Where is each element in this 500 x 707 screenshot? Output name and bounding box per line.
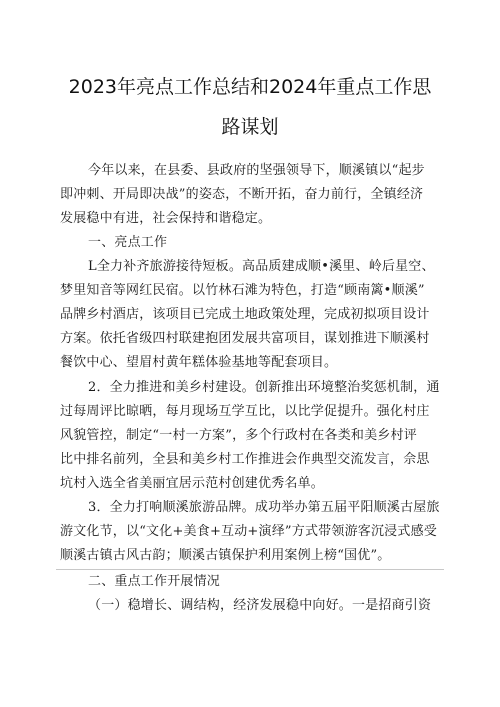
text-line: 过每周评比晾晒，每月现场互学互比，以比学促提升。强化村庄 — [60, 404, 430, 419]
document-title-line-1: 2023年亮点工作总结和2024年重点工作思 — [68, 76, 432, 98]
text-line: 方案。依托省级四村联建抱团发展共富项目，谋划推进下顺溪村 — [60, 331, 430, 346]
text-line: L全力补齐旅游接待短板。高品质建成顺•溪里、岭后星空、 — [88, 259, 435, 274]
section-heading-text: 一、亮点工作 — [88, 235, 168, 250]
text-line: 风貌管控，制定“一村一方案”，多个行政村在各类和美乡村评 — [60, 428, 417, 443]
document-title-line-2: 路谋划 — [221, 116, 279, 138]
text-line: 今年以来，在县委、县政府的坚强领导下，顺溪镇以“起步 — [88, 163, 425, 178]
text-line: 顺溪古镇古风古韵；顺溪古镇保护利用案例上榜“国优”。 — [60, 548, 391, 563]
text-line: 品牌乡村酒店，该项目已完成土地政策处理，完成初拟项目设计 — [60, 307, 430, 322]
text-line: 3．全力打响顺溪旅游品牌。成功举办第五届平阳顺溪古屋旅 — [88, 500, 440, 515]
divider — [56, 569, 444, 570]
section-heading-text: 二、重点工作开展情况 — [88, 574, 221, 589]
text-line: 比中排名前列，全县和美乡村工作推进会作典型交流发言，佘思 — [60, 452, 430, 467]
text-line: （一）稳增长、调结构，经济发展稳中向好。一是招商引资 — [88, 598, 432, 613]
text-line: 即冲刺、开局即决战”的姿态，不断开拓，奋力前行，全镇经济 — [60, 187, 424, 202]
text-line: 发展稳中有进，社会保持和谐稳定。 — [60, 211, 272, 226]
text-line: 梦里知音等网红民宿。以竹林石滩为特色，打造“顾南篱•顺溪” — [60, 283, 425, 298]
text-line: 游文化节，以“文化+美食+互动+演绎”方式带领游客沉浸式感受 — [60, 524, 437, 539]
text-line: 坑村入选全省美丽宜居示范村创建优秀名单。 — [60, 476, 325, 491]
text-line: 2．全力推进和美乡村建设。创新推出环境整治奖惩机制，通 — [88, 380, 440, 395]
text-line: 餐饮中心、望眉村黄年糕体验基地等配套项目。 — [60, 355, 338, 370]
